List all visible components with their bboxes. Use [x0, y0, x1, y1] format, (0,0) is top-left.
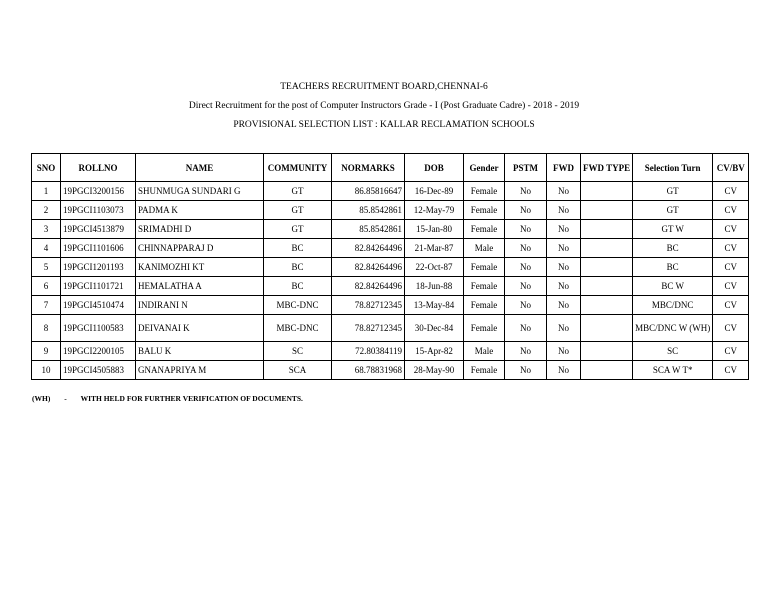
cell-pstm: No	[505, 239, 547, 258]
cell-name: PADMA K	[136, 201, 264, 220]
cell-community: BC	[264, 239, 332, 258]
cell-community: BC	[264, 258, 332, 277]
cell-pstm: No	[505, 220, 547, 239]
cell-dob: 30-Dec-84	[405, 315, 464, 342]
footnote-text: WITH HELD FOR FURTHER VERIFICATION OF DOCUMENTS.	[80, 394, 303, 403]
cell-community: BC	[264, 277, 332, 296]
column-header: FWD	[547, 154, 581, 182]
cell-sno: 8	[32, 315, 61, 342]
column-header: NAME	[136, 154, 264, 182]
cell-normarks: 82.84264496	[332, 239, 405, 258]
cell-pstm: No	[505, 296, 547, 315]
column-header: PSTM	[505, 154, 547, 182]
cell-rollno: 19PGCI1101606	[61, 239, 136, 258]
cell-normarks: 86.85816647	[332, 182, 405, 201]
cell-fwd: No	[547, 342, 581, 361]
column-header: ROLLNO	[61, 154, 136, 182]
cell-community: GT	[264, 201, 332, 220]
cell-sno: 2	[32, 201, 61, 220]
cell-rollno: 19PGCI4510474	[61, 296, 136, 315]
cell-fwd: No	[547, 361, 581, 380]
cell-name: HEMALATHA A	[136, 277, 264, 296]
cell-dob: 13-May-84	[405, 296, 464, 315]
cell-name: CHINNAPPARAJ D	[136, 239, 264, 258]
cell-name: SHUNMUGA SUNDARI G	[136, 182, 264, 201]
cell-dob: 28-May-90	[405, 361, 464, 380]
cell-pstm: No	[505, 277, 547, 296]
cell-fwd-type	[581, 239, 633, 258]
footnote-code: (WH)	[32, 394, 51, 403]
cell-normarks: 78.82712345	[332, 315, 405, 342]
cell-fwd: No	[547, 182, 581, 201]
cell-gender: Female	[464, 277, 505, 296]
cell-turn: MBC/DNC W (WH)	[633, 315, 713, 342]
cell-fwd: No	[547, 315, 581, 342]
cell-dob: 15-Jan-80	[405, 220, 464, 239]
cell-turn: BC	[633, 239, 713, 258]
cell-name: DEIVANAI K	[136, 315, 264, 342]
cell-fwd-type	[581, 182, 633, 201]
cell-turn: GT W	[633, 220, 713, 239]
cell-normarks: 85.8542861	[332, 201, 405, 220]
cell-dob: 22-Oct-87	[405, 258, 464, 277]
cell-rollno: 19PGCI2200105	[61, 342, 136, 361]
cell-fwd-type	[581, 201, 633, 220]
column-header: CV/BV	[713, 154, 749, 182]
document-title: TEACHERS RECRUITMENT BOARD,CHENNAI-6	[280, 82, 488, 92]
cell-fwd-type	[581, 220, 633, 239]
cell-name: KANIMOZHI KT	[136, 258, 264, 277]
table-row	[32, 182, 749, 201]
cell-gender: Male	[464, 342, 505, 361]
table-row	[32, 361, 749, 380]
cell-gender: Female	[464, 201, 505, 220]
cell-normarks: 82.84264496	[332, 277, 405, 296]
cell-cvbv: CV	[713, 182, 749, 201]
table-header-row	[32, 154, 749, 182]
table-row	[32, 296, 749, 315]
cell-rollno: 19PGCI3200156	[61, 182, 136, 201]
cell-fwd-type	[581, 361, 633, 380]
table-row	[32, 220, 749, 239]
cell-cvbv: CV	[713, 342, 749, 361]
cell-pstm: No	[505, 201, 547, 220]
list-title: PROVISIONAL SELECTION LIST : KALLAR RECLAMATION SCHOOLS	[233, 120, 535, 130]
cell-sno: 3	[32, 220, 61, 239]
cell-cvbv: CV	[713, 296, 749, 315]
cell-pstm: No	[505, 342, 547, 361]
cell-normarks: 78.82712345	[332, 296, 405, 315]
cell-dob: 21-Mar-87	[405, 239, 464, 258]
cell-sno: 4	[32, 239, 61, 258]
table-row	[32, 201, 749, 220]
cell-dob: 12-May-79	[405, 201, 464, 220]
cell-rollno: 19PGCI4513879	[61, 220, 136, 239]
cell-rollno: 19PGCI1201193	[61, 258, 136, 277]
cell-cvbv: CV	[713, 201, 749, 220]
cell-community: SC	[264, 342, 332, 361]
cell-dob: 18-Jun-88	[405, 277, 464, 296]
cell-fwd: No	[547, 239, 581, 258]
cell-turn: SC	[633, 342, 713, 361]
cell-gender: Female	[464, 296, 505, 315]
cell-name: GNANAPRIYA M	[136, 361, 264, 380]
footnote-dash: -	[64, 394, 67, 403]
cell-cvbv: CV	[713, 220, 749, 239]
column-header: COMMUNITY	[264, 154, 332, 182]
cell-fwd-type	[581, 258, 633, 277]
cell-sno: 1	[32, 182, 61, 201]
cell-fwd-type	[581, 277, 633, 296]
cell-dob: 16-Dec-89	[405, 182, 464, 201]
cell-gender: Female	[464, 361, 505, 380]
cell-fwd-type	[581, 315, 633, 342]
column-header: Selection Turn	[633, 154, 713, 182]
cell-gender: Female	[464, 315, 505, 342]
cell-rollno: 19PGCI1100583	[61, 315, 136, 342]
cell-cvbv: CV	[713, 277, 749, 296]
cell-gender: Female	[464, 220, 505, 239]
cell-sno: 6	[32, 277, 61, 296]
column-header: NORMARKS	[332, 154, 405, 182]
cell-fwd: No	[547, 258, 581, 277]
cell-fwd: No	[547, 277, 581, 296]
table-row	[32, 342, 749, 361]
cell-cvbv: CV	[713, 258, 749, 277]
cell-sno: 7	[32, 296, 61, 315]
cell-turn: GT	[633, 201, 713, 220]
cell-fwd: No	[547, 220, 581, 239]
cell-name: BALU K	[136, 342, 264, 361]
cell-cvbv: CV	[713, 239, 749, 258]
cell-fwd-type	[581, 342, 633, 361]
cell-fwd-type	[581, 296, 633, 315]
cell-cvbv: CV	[713, 361, 749, 380]
footnote	[32, 394, 303, 403]
cell-sno: 5	[32, 258, 61, 277]
cell-community: MBC-DNC	[264, 315, 332, 342]
cell-turn: MBC/DNC	[633, 296, 713, 315]
cell-gender: Female	[464, 258, 505, 277]
document-subtitle: Direct Recruitment for the post of Computer Instructors Grade - I (Post Graduate Cadre) - 2018 - 2019	[188, 101, 580, 111]
cell-turn: BC W	[633, 277, 713, 296]
cell-turn: GT	[633, 182, 713, 201]
cell-gender: Female	[464, 182, 505, 201]
table-row	[32, 239, 749, 258]
cell-turn: BC	[633, 258, 713, 277]
table-row	[32, 258, 749, 277]
cell-community: SCA	[264, 361, 332, 380]
cell-fwd: No	[547, 201, 581, 220]
column-header: FWD TYPE	[581, 154, 633, 182]
cell-pstm: No	[505, 361, 547, 380]
cell-fwd: No	[547, 296, 581, 315]
cell-pstm: No	[505, 182, 547, 201]
cell-gender: Male	[464, 239, 505, 258]
cell-community: MBC-DNC	[264, 296, 332, 315]
cell-normarks: 72.80384119	[332, 342, 405, 361]
column-header: Gender	[464, 154, 505, 182]
cell-community: GT	[264, 182, 332, 201]
cell-normarks: 68.78831968	[332, 361, 405, 380]
cell-rollno: 19PGCI1103073	[61, 201, 136, 220]
column-header: DOB	[405, 154, 464, 182]
cell-name: SRIMADHI D	[136, 220, 264, 239]
cell-community: GT	[264, 220, 332, 239]
cell-sno: 9	[32, 342, 61, 361]
table-row	[32, 277, 749, 296]
cell-pstm: No	[505, 258, 547, 277]
cell-rollno: 19PGCI4505883	[61, 361, 136, 380]
cell-sno: 10	[32, 361, 61, 380]
selection-table	[31, 153, 749, 380]
cell-dob: 15-Apr-82	[405, 342, 464, 361]
table-row	[32, 315, 749, 342]
cell-name: INDIRANI N	[136, 296, 264, 315]
cell-cvbv: CV	[713, 315, 749, 342]
cell-rollno: 19PGCI1101721	[61, 277, 136, 296]
cell-pstm: No	[505, 315, 547, 342]
column-header: SNO	[32, 154, 61, 182]
cell-normarks: 85.8542861	[332, 220, 405, 239]
cell-normarks: 82.84264496	[332, 258, 405, 277]
cell-turn: SCA W T*	[633, 361, 713, 380]
